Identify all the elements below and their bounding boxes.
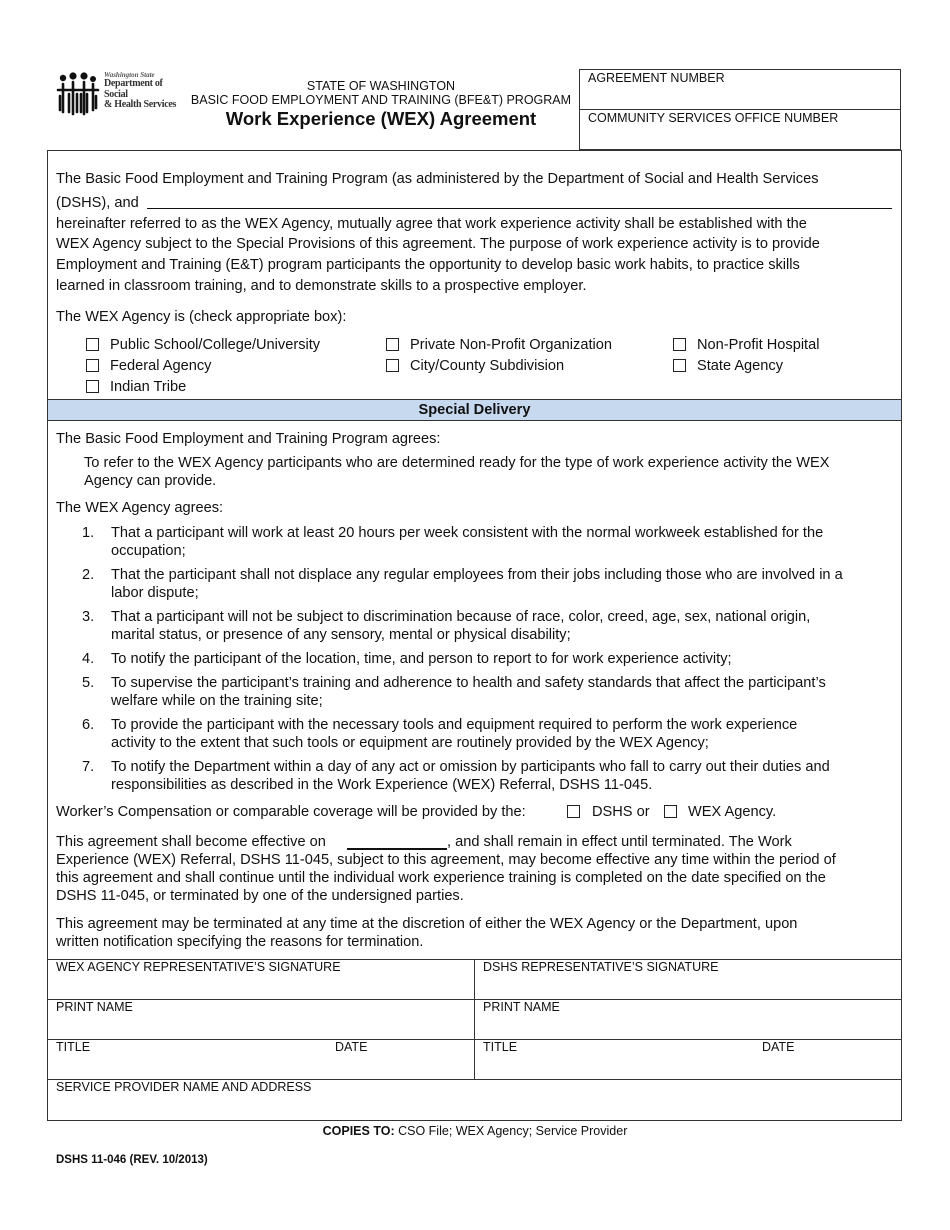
effective-prefix: This agreement shall become effective on <box>56 834 326 850</box>
intro-para-l1: hereinafter referred to as the WEX Agency, mutually agree that work experience activity shall be established with the <box>56 216 807 232</box>
item-number: 5. <box>82 675 95 691</box>
coverage-text: Worker’s Compensation or comparable coverage will be provided by the: <box>56 804 526 820</box>
item-number: 2. <box>82 567 95 583</box>
logo-line-health: & Health Services <box>104 99 177 111</box>
item-text-l1: That the participant shall not displace any regular employees from their jobs including those who are involved in a <box>111 567 843 583</box>
termination-l1: This agreement may be terminated at any time at the discretion of either the WEX Agency or the Department, upon <box>56 916 798 932</box>
wex-signature-field[interactable]: WEX AGENCY REPRESENTATIVE’S SIGNATURE <box>56 960 341 974</box>
dshs-print-name-field[interactable]: PRINT NAME <box>483 1000 560 1014</box>
program-heading: BASIC FOOD EMPLOYMENT AND TRAINING (BFE&T) PROGRAM <box>190 93 572 107</box>
coverage-wex-checkbox[interactable] <box>664 805 677 818</box>
effective-l2: Experience (WEX) Referral, DSHS 11-045, subject to this agreement, may become effective any time within the period of <box>56 852 836 868</box>
termination-l2: written notification specifying the reasons for termination. <box>56 934 424 950</box>
city-county-checkbox[interactable] <box>386 359 399 372</box>
copies-to <box>0 1124 950 1138</box>
dshs-signature-field[interactable]: DSHS REPRESENTATIVE’S SIGNATURE <box>483 960 719 974</box>
item-text-l1: To supervise the participant’s training and adherence to health and safety standards that affect the participant’s <box>111 675 826 691</box>
program-agrees-heading: The Basic Food Employment and Training Program agrees: <box>56 431 441 447</box>
item-text-l2: responsibilities as described in the Work Experience (WEX) Referral, DSHS 11-045. <box>111 777 653 793</box>
item-number: 6. <box>82 717 95 733</box>
wex-date-field[interactable]: DATE <box>335 1040 368 1054</box>
public-school-checkbox[interactable] <box>86 338 99 351</box>
city-county-label: City/County Subdivision <box>410 358 565 374</box>
office-use-box <box>579 69 901 150</box>
indian-tribe-label: Indian Tribe <box>110 379 187 395</box>
dshs-title-field[interactable]: TITLE <box>483 1040 518 1054</box>
form-title: Work Experience (WEX) Agreement <box>225 108 537 129</box>
program-agrees-l2: Agency can provide. <box>84 473 217 489</box>
intro-para-l2: WEX Agency subject to the Special Provisions of this agreement. The purpose of work experience activity is to provide <box>56 236 820 252</box>
wex-print-name-field[interactable]: PRINT NAME <box>56 1000 133 1014</box>
item-text-l1: That a participant will not be subject to discrimination because of race, color, creed, age, sex, national origin, <box>111 609 811 625</box>
coverage-dshs-checkbox[interactable] <box>567 805 580 818</box>
federal-agency-label: Federal Agency <box>110 358 212 374</box>
item-text-l1: That a participant will work at least 20 hours per week consistent with the normal workweek established for the <box>111 525 824 541</box>
effective-l3: this agreement and shall continue until the individual work experience training is completed on the date specified on the <box>56 870 826 886</box>
coverage-wex-label: WEX Agency. <box>688 804 777 820</box>
intro-para-l4: learned in classroom training, and to demonstrate skills to a prospective employer. <box>56 278 587 294</box>
item-text-l1: To provide the participant with the necessary tools and equipment required to perform the work experience <box>111 717 798 733</box>
service-provider-field[interactable]: SERVICE PROVIDER NAME AND ADDRESS <box>56 1080 312 1094</box>
coverage-dshs-label: DSHS or <box>592 804 650 820</box>
item-text-l1: To notify the Department within a day of any act or omission by participants who fall to carry out their duties and <box>111 759 830 775</box>
item-number: 1. <box>82 525 95 541</box>
item-text-l2: activity to the extent that such tools or equipment are routinely provided by the WEX Agency; <box>111 735 709 751</box>
intro-line1: The Basic Food Employment and Training Program (as administered by the Department of Social and Health Services <box>56 171 819 187</box>
item-number: 7. <box>82 759 95 775</box>
dshs-logo <box>56 70 180 116</box>
private-nonprofit-checkbox[interactable] <box>386 338 399 351</box>
effective-suffix: , and shall remain in effect until terminated. The Work <box>447 834 792 850</box>
section-title-band: Special Delivery <box>48 399 901 421</box>
check-prompt: The WEX Agency is (check appropriate box): <box>56 309 347 325</box>
state-agency-checkbox[interactable] <box>673 359 686 372</box>
item-number: 3. <box>82 609 95 625</box>
family-figures-icon <box>56 70 100 116</box>
effective-l4: DSHS 11-045, or terminated by one of the undersigned parties. <box>56 888 464 904</box>
indian-tribe-checkbox[interactable] <box>86 380 99 393</box>
item-text-l1: To notify the participant of the location, time, and person to report to for work experience activity; <box>111 651 732 667</box>
agency-agrees-heading: The WEX Agency agrees: <box>56 500 224 516</box>
agreement-number-label[interactable]: AGREEMENT NUMBER <box>588 71 725 85</box>
intro-para-l3: Employment and Training (E&T) program participants the opportunity to develop basic work habits, to practice skills <box>56 257 800 273</box>
item-number: 4. <box>82 651 95 667</box>
nonprofit-hospital-checkbox[interactable] <box>673 338 686 351</box>
dshs-date-field[interactable]: DATE <box>762 1040 795 1054</box>
nonprofit-hospital-label: Non-Profit Hospital <box>697 337 820 353</box>
federal-agency-checkbox[interactable] <box>86 359 99 372</box>
logo-line-dept: Department of Social <box>104 78 163 100</box>
copies-label: COPIES TO: <box>322 1124 395 1138</box>
wex-title-field[interactable]: TITLE <box>56 1040 91 1054</box>
cso-number-label[interactable]: COMMUNITY SERVICES OFFICE NUMBER <box>588 111 839 125</box>
item-text-l2: welfare while on the training site; <box>111 693 323 709</box>
public-school-label: Public School/College/University <box>110 337 321 353</box>
private-nonprofit-label: Private Non-Profit Organization <box>410 337 612 353</box>
program-agrees-l1: To refer to the WEX Agency participants who are determined ready for the type of work experience activity the WEX <box>84 455 830 471</box>
item-text-l2: labor dispute; <box>111 585 199 601</box>
effective-date-field[interactable] <box>347 848 447 850</box>
logo-line-state: Washington State <box>104 71 155 79</box>
intro-line2: (DSHS), and <box>56 195 139 211</box>
wex-agency-name-field[interactable] <box>147 208 892 209</box>
form-id: DSHS 11-046 (REV. 10/2013) <box>56 1154 208 1166</box>
state-heading: STATE OF WASHINGTON <box>306 79 456 93</box>
state-agency-label: State Agency <box>697 358 784 374</box>
item-text-l2: marital status, or presence of any sensory, mental or physical disability; <box>111 627 571 643</box>
copies-value: CSO File; WEX Agency; Service Provider <box>394 1124 628 1138</box>
item-text-l2: occupation; <box>111 543 186 559</box>
